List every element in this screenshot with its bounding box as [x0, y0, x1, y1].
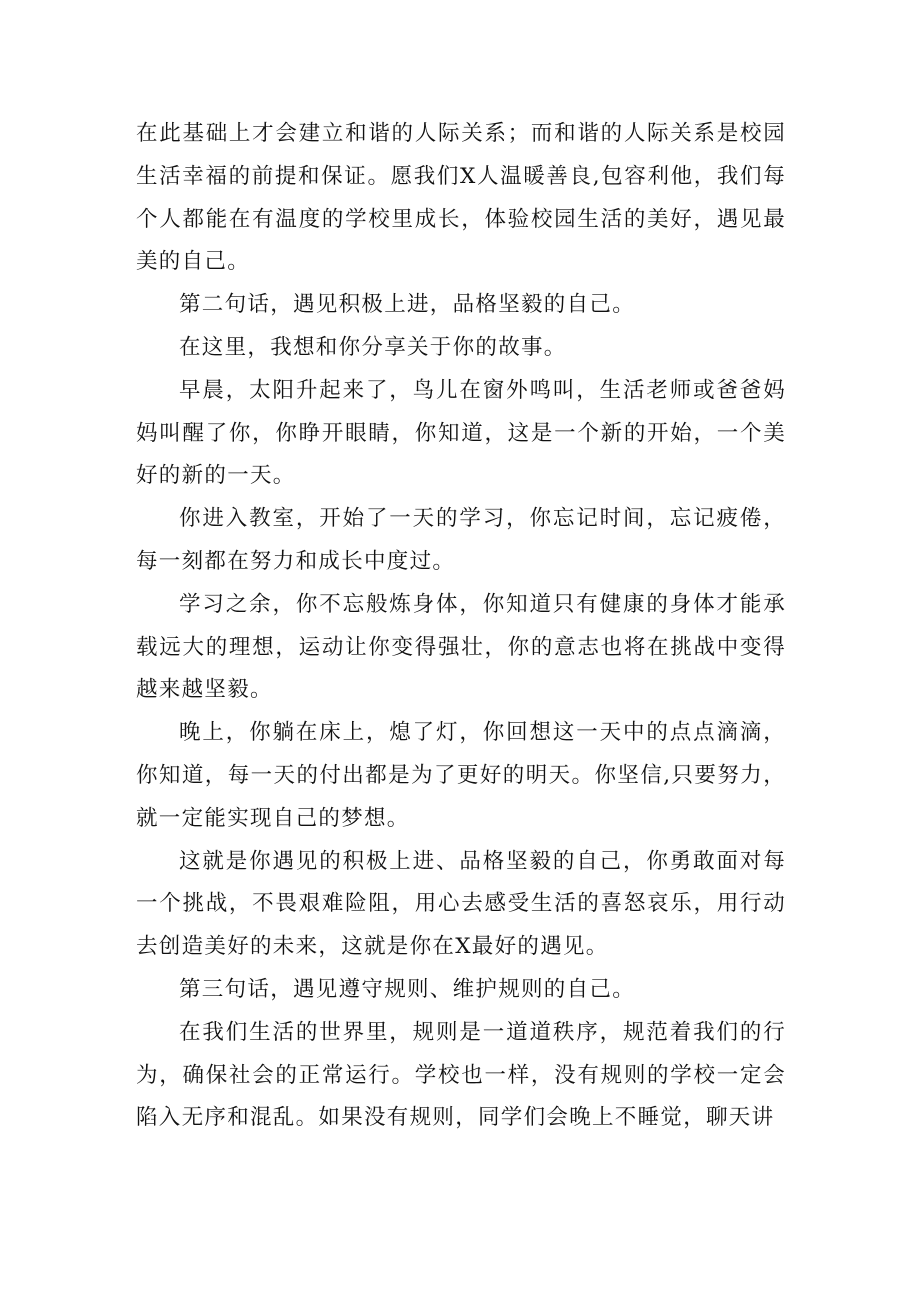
paragraph: 晚上，你躺在床上，熄了灯，你回想这一天中的点点滴滴，你知道，每一天的付出都是为了更好的明天。你坚信,只要努力，就一定能实现自己的梦想。 [136, 720, 786, 831]
paragraph: 早晨，太阳升起来了，鸟儿在窗外鸣叫，生活老师或爸爸妈妈叫醒了你，你睁开眼睛，你知道，这是一个新的开始，一个美好的新的一天。 [136, 377, 786, 489]
paragraph: 在我们生活的世界里，规则是一道道秩序，规范着我们的行为，确保社会的正常运行。学校也一样，没有规则的学校一定会陷入无序和混乱。如果没有规则，同学们会晚上不睡觉，聊天讲 [136, 1019, 786, 1131]
paragraph-heading-third-saying: 第三句话，遇见遵守规则、维护规则的自己。 [179, 976, 636, 1002]
paragraph: 你进入教室，开始了一天的学习，你忘记时间，忘记疲倦，每一刻都在努力和成长中度过。 [136, 506, 786, 574]
document-body [136, 113, 786, 1140]
paragraph: 学习之余，你不忘般炼身体，你知道只有健康的身体才能承载远大的理想，运动让你变得强壮，你的意志也将在挑战中变得越来越坚毅。 [136, 591, 786, 703]
paragraph: 这就是你遇见的积极上进、品格坚毅的自己，你勇敢面对每一个挑战，不畏艰难险阻，用心去感受生活的喜怒哀乐，用行动去创造美好的未来，这就是你在X最好的遇见。 [136, 848, 786, 960]
paragraph-continuation: 在此基础上才会建立和谐的人际关系；而和谐的人际关系是校园生活幸福的前提和保证。愿我们X人温暖善良,包容利他，我们每个人都能在有温度的学校里成长，体验校园生活的美好，遇见最美的自己。 [136, 121, 786, 275]
paragraph: 在这里，我想和你分享关于你的故事。 [179, 334, 567, 360]
paragraph-heading-second-saying: 第二句话，遇见积极上进，品格坚毅的自己。 [179, 292, 636, 318]
